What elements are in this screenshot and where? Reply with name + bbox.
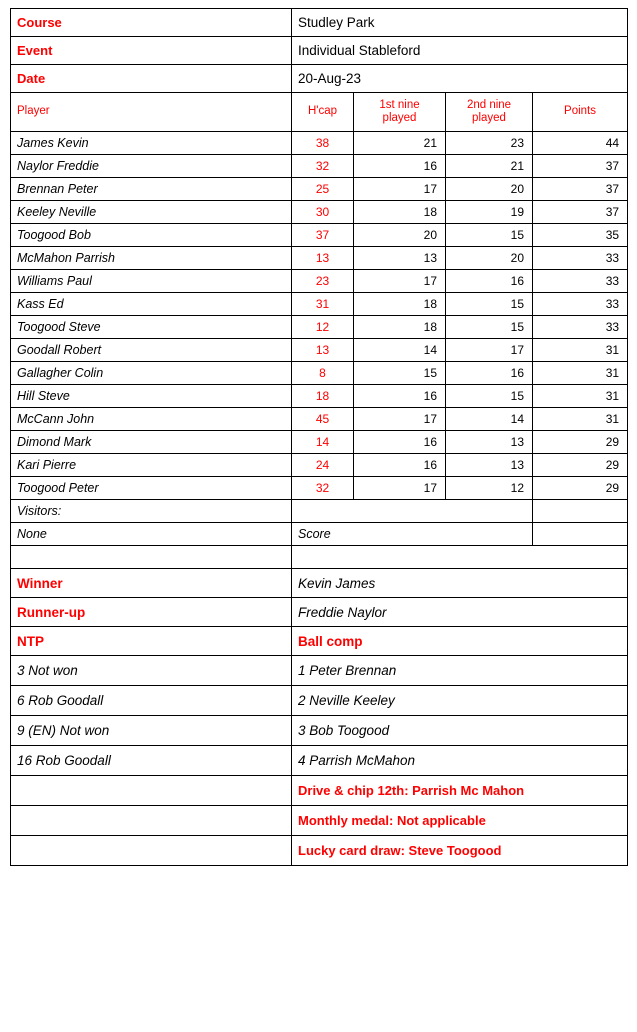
player-points: 33 <box>533 247 628 270</box>
header-row-event <box>11 37 628 65</box>
table-row <box>11 201 628 224</box>
player-name: Naylor Freddie <box>11 155 292 178</box>
player-second-nine: 15 <box>446 224 533 247</box>
ball-item: 4 Parrish McMahon <box>292 746 628 776</box>
runnerup-value: Freddie Naylor <box>292 598 628 627</box>
player-hcap: 18 <box>292 385 354 408</box>
player-first-nine: 15 <box>354 362 446 385</box>
player-points: 33 <box>533 293 628 316</box>
player-points: 29 <box>533 454 628 477</box>
winner-row <box>11 569 628 598</box>
player-hcap: 25 <box>292 178 354 201</box>
table-row <box>11 431 628 454</box>
player-name: Goodall Robert <box>11 339 292 362</box>
player-second-nine: 20 <box>446 247 533 270</box>
player-second-nine: 15 <box>446 316 533 339</box>
table-row <box>11 316 628 339</box>
player-hcap: 12 <box>292 316 354 339</box>
visitors-row <box>11 500 628 523</box>
player-name: Kass Ed <box>11 293 292 316</box>
ntp-item: 9 (EN) Not won <box>11 716 292 746</box>
column-header-second-nine <box>446 93 533 132</box>
table-row <box>11 247 628 270</box>
player-first-nine: 17 <box>354 270 446 293</box>
player-second-nine: 16 <box>446 270 533 293</box>
player-second-nine: 20 <box>446 178 533 201</box>
player-hcap: 45 <box>292 408 354 431</box>
player-hcap: 24 <box>292 454 354 477</box>
note-row <box>11 776 628 806</box>
ntp-ball-row <box>11 656 628 686</box>
note-row <box>11 836 628 866</box>
player-second-nine: 15 <box>446 293 533 316</box>
player-points: 31 <box>533 408 628 431</box>
header-label-course: Course <box>11 9 292 37</box>
player-hcap: 32 <box>292 155 354 178</box>
player-first-nine: 20 <box>354 224 446 247</box>
player-first-nine: 17 <box>354 178 446 201</box>
player-name: McMahon Parrish <box>11 247 292 270</box>
table-row <box>11 408 628 431</box>
player-points: 37 <box>533 178 628 201</box>
player-second-nine: 17 <box>446 339 533 362</box>
second-nine-line1: 2nd nine <box>466 98 512 111</box>
header-label-date: Date <box>11 65 292 93</box>
header-label-event: Event <box>11 37 292 65</box>
player-first-nine: 17 <box>354 408 446 431</box>
player-hcap: 32 <box>292 477 354 500</box>
visitors-label: Visitors: <box>11 500 292 523</box>
player-hcap: 13 <box>292 247 354 270</box>
player-second-nine: 23 <box>446 132 533 155</box>
winner-label: Winner <box>11 569 292 598</box>
table-row <box>11 362 628 385</box>
player-points: 33 <box>533 270 628 293</box>
ntp-header-row <box>11 627 628 656</box>
header-value-date: 20-Aug-23 <box>292 65 628 93</box>
player-points: 33 <box>533 316 628 339</box>
table-row <box>11 477 628 500</box>
runnerup-row <box>11 598 628 627</box>
note-blank <box>11 836 292 866</box>
ball-item: 3 Bob Toogood <box>292 716 628 746</box>
player-first-nine: 16 <box>354 155 446 178</box>
column-header-player: Player <box>11 93 292 132</box>
player-name: McCann John <box>11 408 292 431</box>
player-first-nine: 17 <box>354 477 446 500</box>
player-hcap: 13 <box>292 339 354 362</box>
note-lucky-card-draw: Lucky card draw: Steve Toogood <box>292 836 628 866</box>
table-row <box>11 293 628 316</box>
ntp-item: 3 Not won <box>11 656 292 686</box>
spacer-cell-right <box>292 546 628 569</box>
player-second-nine: 13 <box>446 454 533 477</box>
ntp-ball-row <box>11 686 628 716</box>
column-header-row <box>11 93 628 132</box>
table-row <box>11 178 628 201</box>
player-second-nine: 15 <box>446 385 533 408</box>
ball-item: 2 Neville Keeley <box>292 686 628 716</box>
player-hcap: 38 <box>292 132 354 155</box>
note-blank <box>11 776 292 806</box>
table-row <box>11 132 628 155</box>
spacer-cell-left <box>11 546 292 569</box>
header-row-date <box>11 65 628 93</box>
player-name: James Kevin <box>11 132 292 155</box>
player-hcap: 30 <box>292 201 354 224</box>
ntp-label: NTP <box>11 627 292 656</box>
note-drive-chip: Drive & chip 12th: Parrish Mc Mahon <box>292 776 628 806</box>
player-first-nine: 18 <box>354 293 446 316</box>
runnerup-label: Runner-up <box>11 598 292 627</box>
player-second-nine: 16 <box>446 362 533 385</box>
ntp-ball-row <box>11 746 628 776</box>
player-first-nine: 14 <box>354 339 446 362</box>
player-points: 31 <box>533 362 628 385</box>
winner-value: Kevin James <box>292 569 628 598</box>
spacer-row <box>11 546 628 569</box>
header-value-event: Individual Stableford <box>292 37 628 65</box>
column-header-hcap: H'cap <box>292 93 354 132</box>
player-hcap: 31 <box>292 293 354 316</box>
player-name: Gallagher Colin <box>11 362 292 385</box>
column-header-points: Points <box>533 93 628 132</box>
player-second-nine: 13 <box>446 431 533 454</box>
player-first-nine: 16 <box>354 431 446 454</box>
table-row <box>11 224 628 247</box>
ntp-item: 16 Rob Goodall <box>11 746 292 776</box>
player-points: 37 <box>533 155 628 178</box>
player-points: 44 <box>533 132 628 155</box>
table-row <box>11 385 628 408</box>
visitors-score-value <box>533 523 628 546</box>
player-points: 35 <box>533 224 628 247</box>
visitors-blank-right <box>533 500 628 523</box>
player-points: 37 <box>533 201 628 224</box>
note-monthly-medal: Monthly medal: Not applicable <box>292 806 628 836</box>
second-nine-line2: played <box>472 112 506 124</box>
visitors-blank-left <box>292 500 533 523</box>
ball-comp-label: Ball comp <box>292 627 628 656</box>
player-second-nine: 19 <box>446 201 533 224</box>
player-points: 29 <box>533 431 628 454</box>
player-name: Toogood Bob <box>11 224 292 247</box>
player-first-nine: 13 <box>354 247 446 270</box>
player-first-nine: 16 <box>354 454 446 477</box>
player-first-nine: 16 <box>354 385 446 408</box>
ball-item: 1 Peter Brennan <box>292 656 628 686</box>
player-hcap: 37 <box>292 224 354 247</box>
player-name: Williams Paul <box>11 270 292 293</box>
player-hcap: 14 <box>292 431 354 454</box>
table-row <box>11 339 628 362</box>
first-nine-line1: 1st nine <box>379 98 420 111</box>
player-first-nine: 21 <box>354 132 446 155</box>
visitors-value: None <box>11 523 292 546</box>
first-nine-line2: played <box>382 112 417 124</box>
ntp-item: 6 Rob Goodall <box>11 686 292 716</box>
note-row <box>11 806 628 836</box>
player-hcap: 8 <box>292 362 354 385</box>
header-value-course: Studley Park <box>292 9 628 37</box>
scorecard-sheet <box>10 8 627 866</box>
scorecard-table <box>10 8 628 866</box>
player-second-nine: 14 <box>446 408 533 431</box>
player-name: Hill Steve <box>11 385 292 408</box>
player-first-nine: 18 <box>354 201 446 224</box>
player-hcap: 23 <box>292 270 354 293</box>
player-first-nine: 18 <box>354 316 446 339</box>
player-points: 29 <box>533 477 628 500</box>
visitors-none-row <box>11 523 628 546</box>
column-header-first-nine <box>354 93 446 132</box>
player-second-nine: 12 <box>446 477 533 500</box>
player-points: 31 <box>533 385 628 408</box>
player-name: Brennan Peter <box>11 178 292 201</box>
player-name: Kari Pierre <box>11 454 292 477</box>
player-points: 31 <box>533 339 628 362</box>
table-row <box>11 155 628 178</box>
player-name: Toogood Steve <box>11 316 292 339</box>
visitors-score-label: Score <box>292 523 533 546</box>
player-name: Dimond Mark <box>11 431 292 454</box>
player-second-nine: 21 <box>446 155 533 178</box>
header-row-course <box>11 9 628 37</box>
player-name: Keeley Neville <box>11 201 292 224</box>
table-row <box>11 454 628 477</box>
ntp-ball-row <box>11 716 628 746</box>
player-name: Toogood Peter <box>11 477 292 500</box>
table-row <box>11 270 628 293</box>
note-blank <box>11 806 292 836</box>
